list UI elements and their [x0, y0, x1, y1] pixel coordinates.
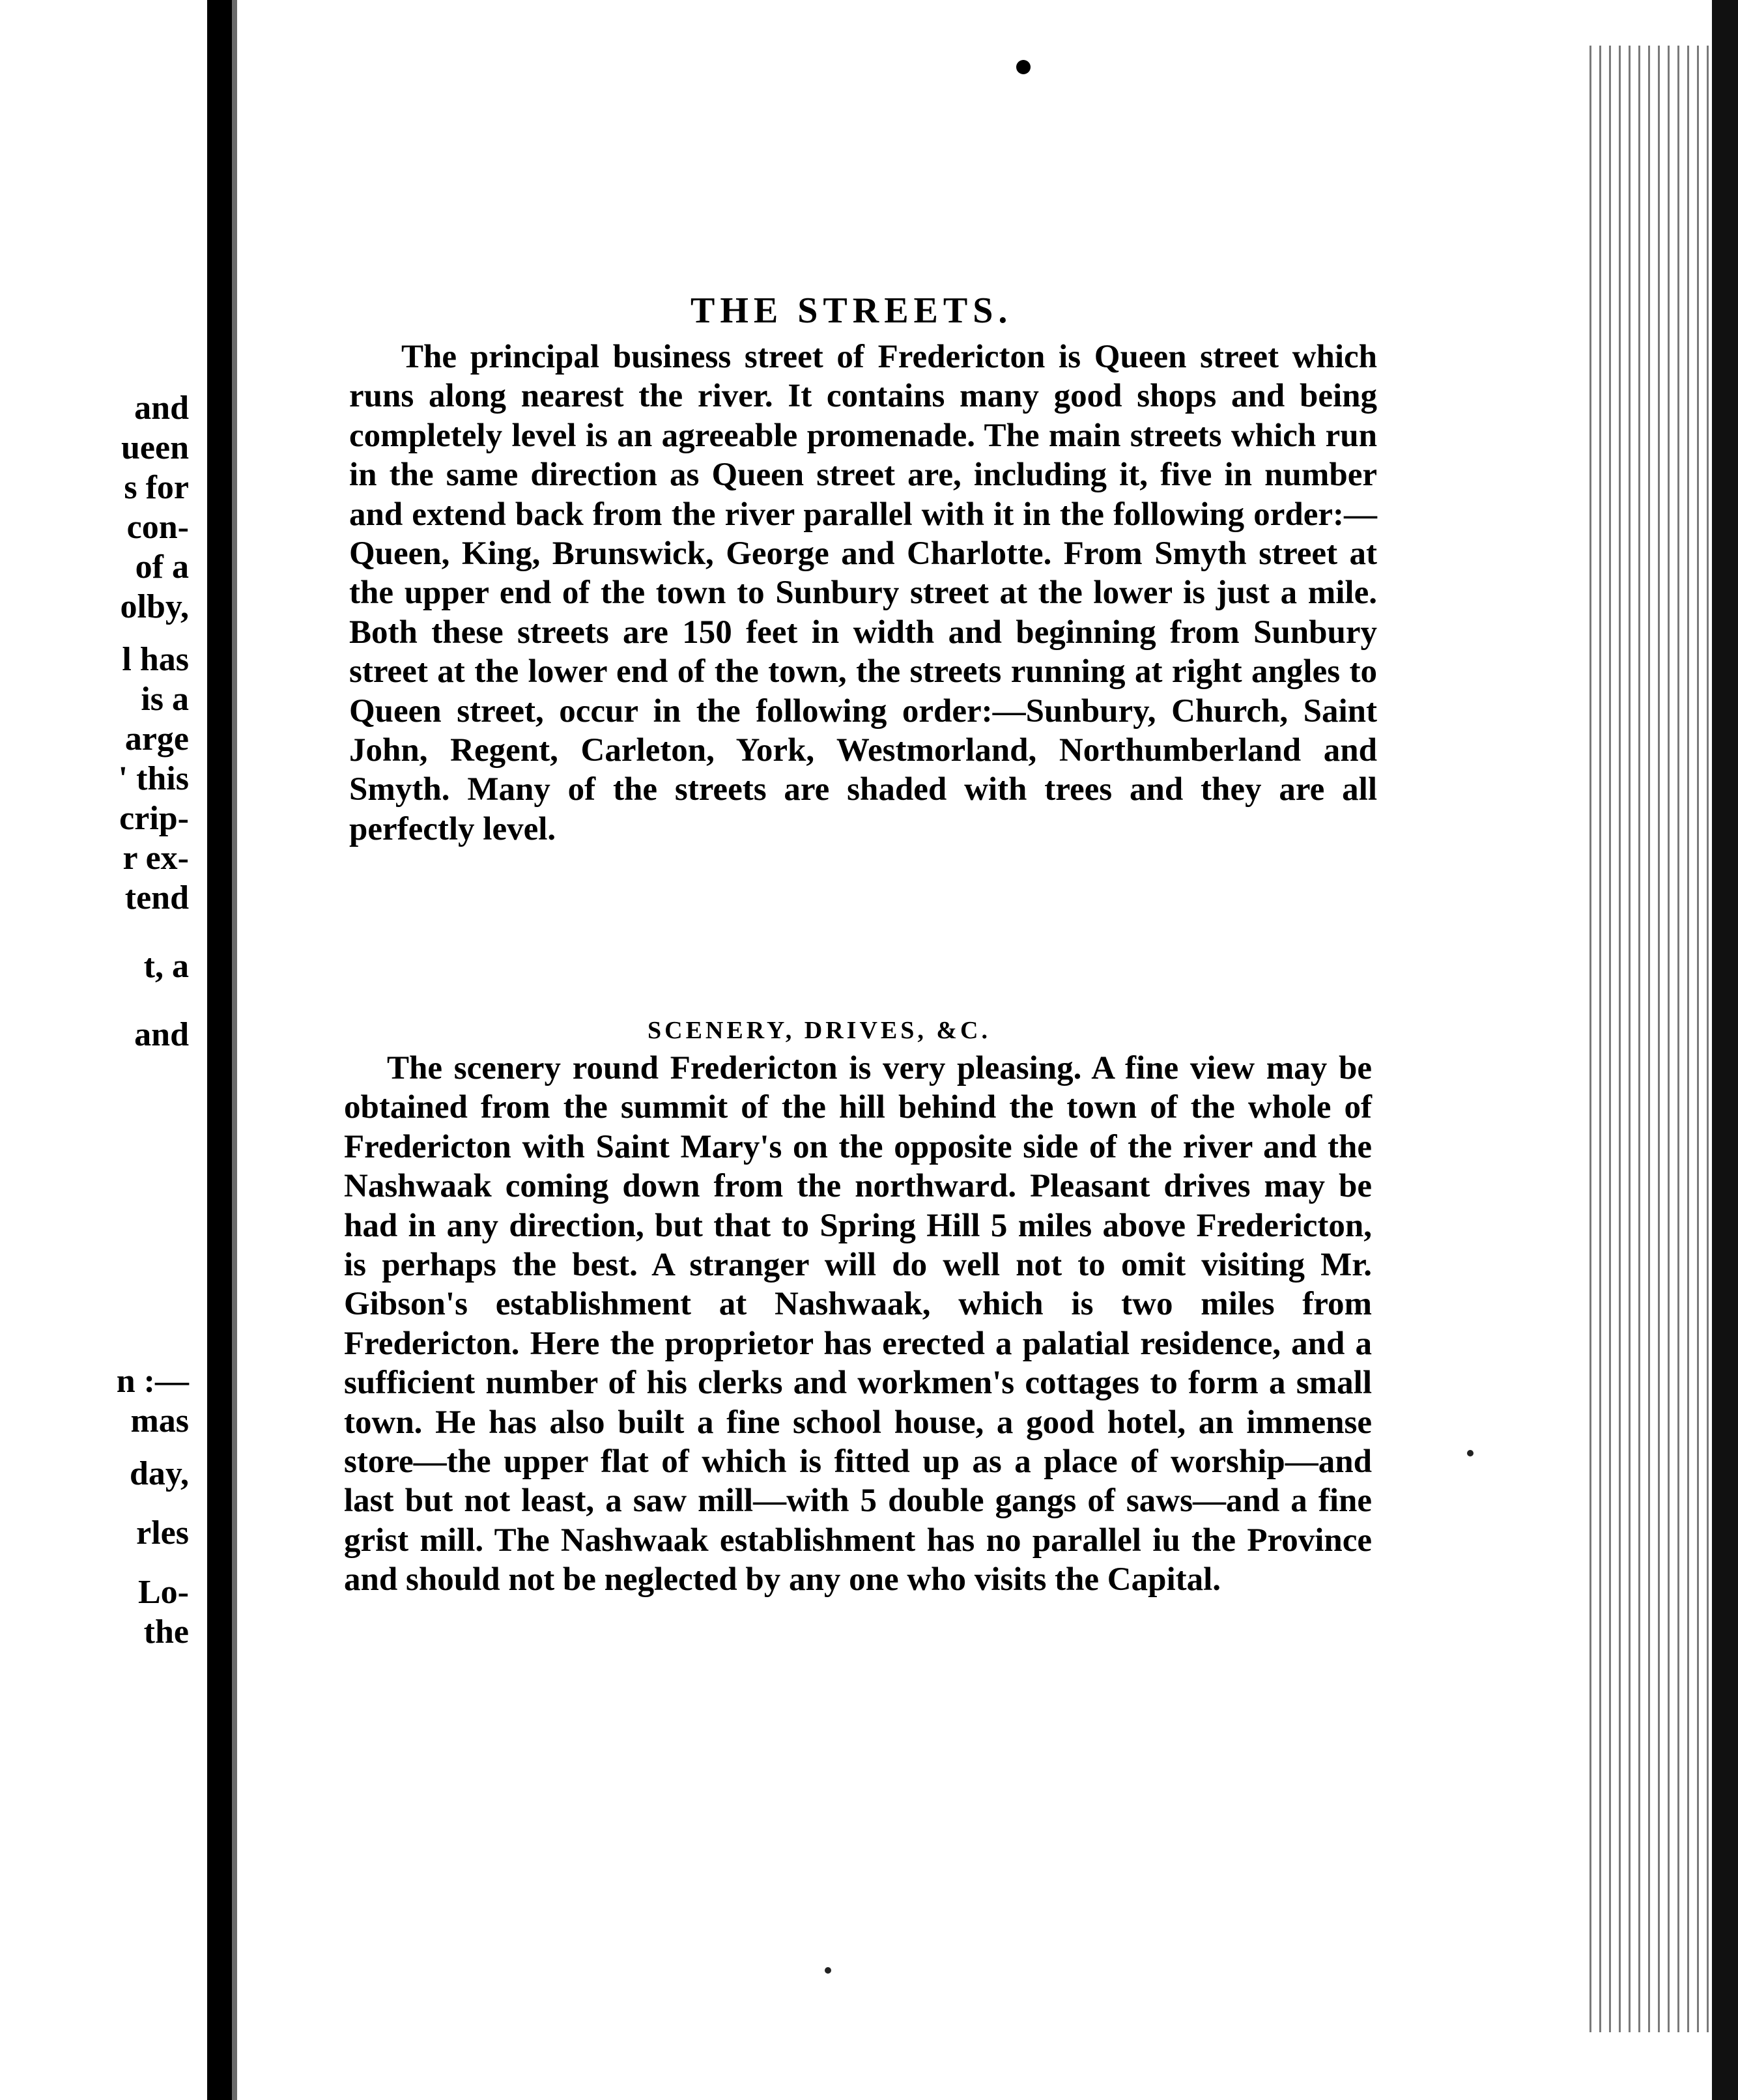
section-subheading: SCENERY, DRIVES, &C.	[648, 1017, 991, 1044]
left-fragment: tend	[124, 879, 189, 916]
left-fragment: olby,	[120, 588, 189, 625]
left-fragment	[0, 986, 189, 1015]
left-page	[0, 0, 207, 2100]
left-fragment: n :—	[116, 1363, 189, 1400]
scan-edge	[1712, 0, 1738, 2100]
ink-dot-mark	[825, 1967, 831, 1974]
left-fragment	[0, 918, 189, 946]
book-gutter	[207, 0, 232, 2100]
left-fragment: con-	[126, 509, 189, 546]
left-fragment: crip-	[119, 800, 189, 837]
left-fragment: s for	[124, 469, 189, 506]
left-page-fragments-upper	[0, 388, 189, 1055]
left-fragment: rles	[136, 1514, 189, 1552]
left-fragment	[0, 627, 189, 640]
left-fragment: and	[134, 390, 189, 427]
ink-dot-mark	[1467, 1450, 1474, 1456]
left-fragment: mas	[130, 1402, 189, 1440]
left-fragment: ' this	[118, 760, 189, 797]
left-fragment: arge	[124, 720, 189, 758]
page-heading: THE STREETS.	[691, 291, 1013, 331]
left-fragment: l has	[122, 641, 189, 678]
page-edges	[1582, 46, 1712, 2032]
left-fragment: is a	[141, 681, 189, 718]
left-fragment: and	[134, 1016, 189, 1053]
paragraph-scenery: The scenery round Fredericton is very pleasing. A fine view may be obtained from the summit of the hill behind the town of the whole of Fredericton with Saint Mary's on the opposite side of the river and the Nashwaak coming down from the northward. Pleasant drives may be had in any direction, but that to Spring Hill 5 miles above Fredericton, is perhaps the best. A stranger will do well not to omit visiting Mr. Gibson's establishment at Nashwaak, which is two miles from Fredericton. Here the proprietor has erected a palatial residence, and a sufficient number of his clerks and workmen's cottages to form a small town. He has also built a fine school house, a good hotel, an immense store—the upper flat of which is fitted up as a place of worship—and last but not least, a saw mill—with 5 double gangs of saws—and a fine grist mill. The Nashwaak establishment has no parallel iu the Province and should not be neglected by any one who visits the Capital.	[344, 1050, 1372, 1598]
left-fragment: day,	[129, 1455, 189, 1492]
paragraph-streets: The principal business street of Fredericton is Queen street which runs along nearest the river. It contains many good shops and being completely level is an agreeable promenade. The main streets which run in the same direction as Queen street are, including it, five in number and extend back from the river parallel with it in the following order:—Queen, King, Brunswick, George and Charlotte. From Smyth street at the upper end of the town to Sunbury street at the lower is just a mile. Both these streets are 150 feet in width and beginning from Sunbury street at the lower end of the town, the streets running at right angles to Queen street, occur in the following order:—Sunbury, Church, Saint John, Regent, Carleton, York, Westmorland, Northumberland and Smyth. Many of the streets are shaded with trees and they are all perfectly level.	[349, 339, 1377, 847]
left-fragment: of a	[135, 548, 189, 586]
ink-dot-mark	[1016, 60, 1031, 74]
gutter-shadow	[232, 0, 237, 2100]
left-page-fragments-lower	[0, 1361, 189, 1652]
left-fragment: the	[143, 1613, 189, 1651]
left-fragment: r ex-	[122, 840, 189, 877]
left-fragment: ueen	[121, 429, 189, 466]
left-fragment: Lo-	[138, 1574, 189, 1611]
left-fragment: t, a	[143, 948, 189, 985]
